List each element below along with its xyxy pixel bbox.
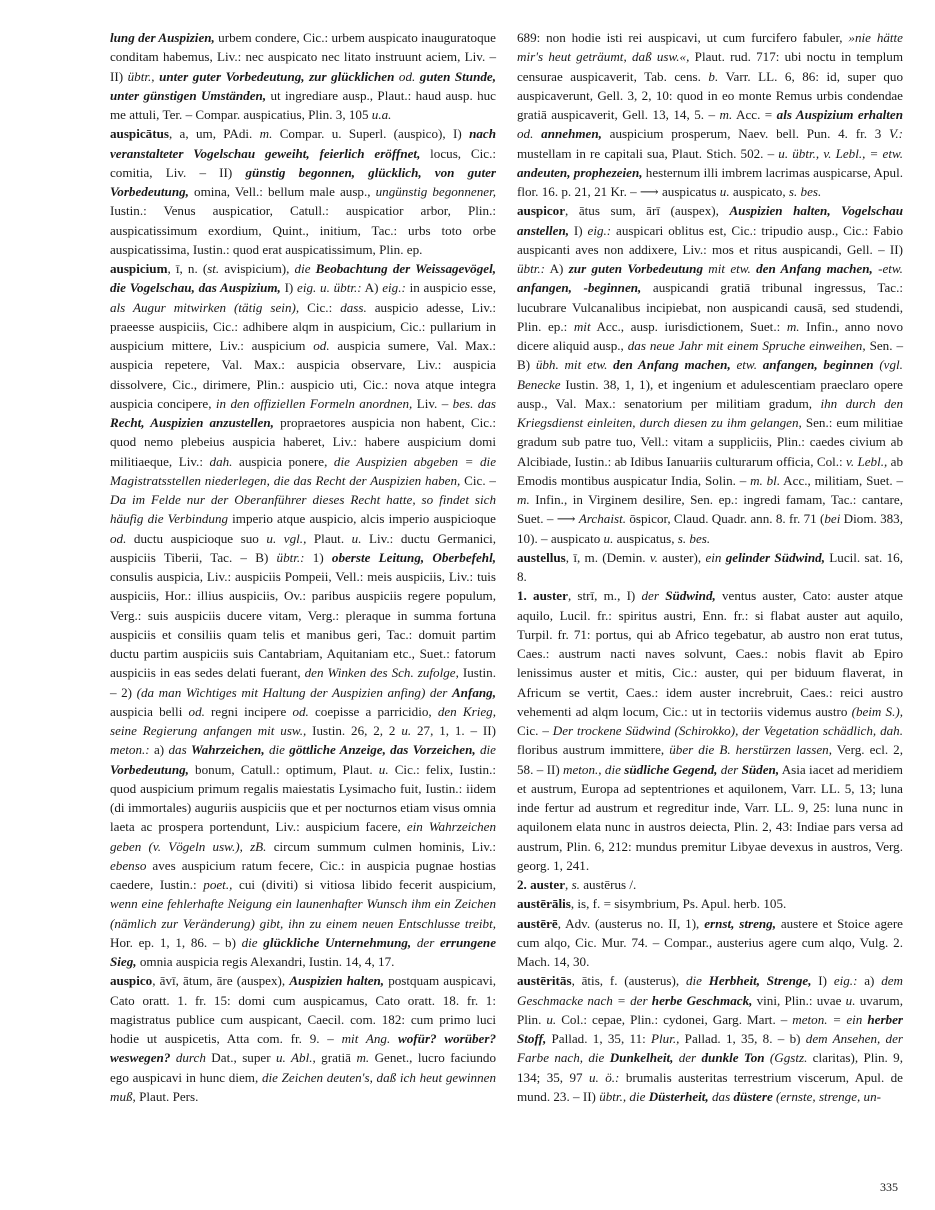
gloss-text: od. bbox=[188, 703, 205, 719]
entry-text: bonum, Catull.: optimum, Plaut. bbox=[188, 761, 379, 777]
entry-text: Sen.: eum militiae gradum sub patre tuo, Vell.: vitam a suppliciis, Plin.: caedes civium ab Alcibiade, Iustin.: ab Idibus Ianuariis culturarum officia, Col.: bbox=[517, 415, 903, 469]
entry-text: avispicium), bbox=[219, 261, 295, 276]
dictionary-entry bbox=[517, 875, 903, 894]
gloss-text: eig. u. übtr.: bbox=[297, 280, 362, 296]
entry-text: I) bbox=[811, 973, 834, 989]
entry-text: auspicatus, bbox=[613, 530, 678, 546]
entry-text: , ī, m. (Demin. bbox=[565, 549, 650, 565]
entry-text: auster), bbox=[657, 549, 706, 565]
gloss-text: bes. das bbox=[452, 395, 496, 411]
dictionary-entry bbox=[110, 28, 496, 124]
translation-term: Vorbedeutung, bbox=[110, 761, 189, 777]
gloss-text: (vgl. Benecke bbox=[517, 357, 903, 392]
translation-term: dunkle Ton bbox=[701, 1050, 765, 1066]
entry-text: Plaut. bbox=[306, 530, 352, 546]
gloss-text: über die B. herstürzen lassen, bbox=[669, 742, 832, 758]
entry-text: Acc. = bbox=[732, 107, 777, 122]
translation-term: Düsterheit, bbox=[648, 1088, 709, 1104]
entry-text: vini, Plin.: uvae bbox=[752, 992, 846, 1008]
gloss-text: die Zeichen deuten's, daß ich heut gewinnen muß, bbox=[110, 1069, 496, 1104]
translation-term: nach veranstalteter Vogelschau geweiht, feierlich eröffnet, bbox=[110, 126, 496, 161]
entry-text: Acc., ausp. iurisdictionem, Suet.: bbox=[590, 318, 787, 334]
entry-text: Iustin.: Venus auspicatior, Catull.: auspicatior arbor, Plin.: auspicatissimum exordium, Quint., initium, Tac.: urbs toto orbe auspicatissima, Iustin.: quod erat auspicatissimum, Plin. ep. bbox=[110, 203, 496, 257]
entry-text: uvarum, Plin. bbox=[517, 992, 903, 1027]
entry-text: Hor. ep. 1, 1, 86. – b) bbox=[110, 934, 242, 950]
entry-text: cui (diviti) si vitiosa libido fecerit auspicium, bbox=[232, 877, 496, 892]
gloss-text: (ernste, strenge, un- bbox=[776, 1088, 882, 1104]
entry-text: auspicia ponere, bbox=[232, 453, 334, 469]
translation-term: Anfang, bbox=[451, 684, 496, 700]
gloss-text: Der trockene Südwind (Schirokko), der Vegetation schädlich, dah. bbox=[552, 723, 903, 738]
entry-text: regni incipere bbox=[204, 703, 293, 719]
headword: austērālis bbox=[517, 896, 571, 912]
dictionary-entry bbox=[110, 971, 496, 1106]
gloss-text: der bbox=[416, 934, 435, 950]
headword: austēritās bbox=[517, 973, 572, 989]
dictionary-entry bbox=[517, 914, 903, 972]
gloss-text: meton.: bbox=[110, 742, 150, 758]
entry-text: Col.: cepae, Plin.: cydonei, Garg. Mart. – bbox=[556, 1011, 793, 1027]
headword: auspico bbox=[110, 973, 153, 989]
headword: auspicātus bbox=[110, 126, 169, 142]
gloss-text: (Ggstz. bbox=[769, 1050, 808, 1066]
gloss-text: u. bbox=[845, 992, 856, 1008]
gloss-text: ebenso bbox=[110, 857, 147, 873]
gloss-text: dah. bbox=[209, 453, 233, 469]
entry-text: auspicia sumere, Val. Max.: auspicia repetere, Val. Max.: auspicia observare, Liv.: auspicia dissolvere, Cic., dirimere, Plin.: auspicio uti, Cic.: nova atque integra auspicia concipere, bbox=[110, 338, 496, 411]
entry-text bbox=[390, 1031, 398, 1046]
entry-text: Iustin. 26, 2, 2 bbox=[306, 723, 402, 738]
entry-text: ventus auster, Cato: auster atque aquilo, Lucil. fr.: spiritus austri, Enn. fr.: si flabat auster aut aquilo, Turpil. fr. 71: portus, qui ab Africo tegebatur, ab austro non erat tutus, Caes.: austrum nacti naves solvunt, Caes.: nobis flavit ab Epiro lenissimus auster et mitis, Cic.: auster, qui per biduum flaverat, in Africum se vertit, Caes.: idem auster increbruit, Caes.: reici austro vehementi ad alqm locum, Cic.: ut in tectoriis videmus austro bbox=[517, 588, 903, 719]
headword: 1. auster bbox=[517, 588, 568, 604]
left-column bbox=[110, 28, 496, 1106]
gloss-text: -etw. bbox=[878, 261, 903, 276]
entry-text: Cic.: felix, Iustin.: quod auspicium primum regalis maiestatis Lysimacho fuit, Iustin.: iidem (di immortales) auguriis auspiciis que et per nocturnos etiam visus omnia laeta ac prospera portendunt, Liv.: auspicium facere, bbox=[110, 761, 496, 835]
gloss-text: übh. mit etw. bbox=[535, 357, 608, 373]
translation-term: als Auspizium erhalten bbox=[776, 107, 903, 122]
gloss-text: u. bbox=[719, 184, 730, 199]
entry-text: Infin., in Virginem desilire, Sen. ep.: ingredi famam, Tac.: cantare, Suet. – ⟶ bbox=[517, 492, 903, 527]
gloss-text: od. bbox=[517, 126, 534, 142]
translation-term: anfangen, -beginnen, bbox=[517, 280, 642, 296]
gloss-text: der bbox=[641, 588, 659, 604]
entry-text: Plaut. rud. 717: ubi noctu in templum censurae auspicaverit, Tab. cens. bbox=[517, 49, 903, 84]
entry-text: auspicio adesse, Liv.: praeesse auspiciis, Cic.: adhibere alqm in auspicium, Cic.: pullarium in auspicium mittere, Liv.: auspicium bbox=[110, 299, 496, 353]
entry-text: Asia iacet ad meridiem et austrum, Europa ad septentriones et aquilonem, Varr. LL. 5, 13; luna inde fertur ad austrum et regreditur inde, Varr. LL. 9, 25: luna nunc in aquilonem elata nunc in austros deiecta, Plin. 2, 43: Indiae pars versa ad austrum, Plin. 6, 212: mundus premitur Libyae devexus in austros, Verg. georg. 1, 241. bbox=[517, 761, 903, 873]
gloss-text: m. bbox=[719, 107, 733, 122]
entry-text: Varr. LL. 6, 86: id, super quo auspicaverunt, Gell. 3, 2, 10: quod in eo monte Remus urbis condendae gratiā auspicaverit, Gell. 13, 14, 5. – bbox=[517, 68, 903, 122]
entry-text: claritas), Plin. 9, 134; 35, 97 bbox=[517, 1050, 903, 1085]
translation-term: ernst, streng, bbox=[704, 915, 776, 931]
entry-text: Sen. – B) bbox=[517, 338, 903, 373]
gloss-text: m. bl. bbox=[750, 472, 781, 488]
page-number: 335 bbox=[880, 1180, 898, 1194]
gloss-text: die bbox=[268, 742, 285, 758]
gloss-text: mit Ang. bbox=[341, 1031, 391, 1046]
entry-text: , āvī, ātum, āre (auspex), bbox=[152, 973, 290, 989]
entry-text: floribus austrum immittere, bbox=[517, 742, 670, 758]
entry-text: austērus /. bbox=[579, 877, 637, 892]
gloss-text: die bbox=[294, 261, 311, 276]
entry-text: omnia auspicia regis Alexandri, Iustin. 14, 4, 17. bbox=[136, 954, 395, 969]
entry-text: brumalis austeritas terrestrium viscerum, Apul. de mund. 23. – II) bbox=[517, 1069, 903, 1104]
gloss-text: wenn eine fehlerhafte Neigung ein launenhafter Wunsch ihm ein Zeichen (nämlich zur Veränderung) gibt, ihn zu einem neuen Entschlusse treibt, bbox=[110, 896, 496, 931]
gloss-text: die bbox=[241, 934, 258, 950]
dictionary-entry bbox=[517, 586, 903, 875]
entry-text: Infin., anno novo dicere aliquid ausp., bbox=[517, 318, 903, 353]
translation-term: wofür? worüber? weswegen? bbox=[110, 1031, 497, 1066]
gloss-text: meton., die bbox=[563, 761, 621, 777]
gloss-text: u. übtr., v. Lebl., = etw. bbox=[778, 145, 904, 161]
translation-term: Wahrzeichen, bbox=[191, 742, 265, 758]
gloss-text: od. bbox=[398, 68, 416, 84]
gloss-text: ein bbox=[705, 549, 722, 565]
gloss-text: ungünstig begonnener, bbox=[375, 184, 496, 199]
translation-term: Südwind, bbox=[665, 588, 716, 604]
entry-text: ōspicor, Claud. Quadr. ann. 8. fr. 71 ( bbox=[626, 511, 825, 527]
entry-text: 689: non hodie isti rei auspicavi, ut cum furcifero fabuler, bbox=[517, 30, 849, 45]
gloss-text: den Krieg, seine Regierung anfangen mit usw., bbox=[110, 703, 496, 738]
gloss-text: poet., bbox=[203, 877, 233, 892]
gloss-text: u. bbox=[401, 723, 412, 738]
entry-text: Pallad. 1, 35, 11: bbox=[546, 1031, 652, 1046]
entry-text: Plaut. Pers. bbox=[135, 1088, 199, 1104]
translation-term: annehmen, bbox=[541, 126, 602, 142]
translation-term: guten Stunde, unter günstigen Umständen, bbox=[110, 68, 496, 103]
entry-text: Cic. – bbox=[517, 723, 553, 738]
gloss-text: Plur., bbox=[651, 1031, 680, 1046]
gloss-text: (da man Wichtiges mit Haltung der Auspizien anfing) der bbox=[136, 684, 448, 700]
entry-text: Liv. – bbox=[412, 395, 453, 411]
gloss-text: als Augur mitwirken (tätig sein), bbox=[110, 299, 300, 315]
gloss-text: das neue Jahr mit einem Spruche einweihen, bbox=[627, 338, 866, 353]
translation-term: Recht, Auspizien anzustellen, bbox=[110, 415, 274, 430]
entry-text: gratiā bbox=[315, 1050, 357, 1066]
entry-text: Cic. – bbox=[460, 472, 496, 488]
gloss-text: übtr.: bbox=[517, 261, 546, 276]
translation-term: anfangen, beginnen bbox=[762, 357, 874, 373]
entry-text: austere et Stoice agere cum alqo, Cic. Mur. 74. – Compar., austerius agere cum alqo, Vulg. 2. Mach. 14, 30. bbox=[517, 915, 903, 969]
entry-text: auspicato, bbox=[729, 184, 789, 199]
entry-text: aves auspicium ratum fecere, Cic.: in auspicia pugnae hostias caedere, Iustin.: bbox=[110, 857, 496, 892]
entry-text: Liv.: ductu Germanici, auspiciis Tiberii, Tac. – B) bbox=[110, 530, 496, 565]
gloss-text: u. bbox=[378, 761, 389, 777]
dictionary-entry bbox=[517, 28, 903, 201]
headword: auspicor bbox=[517, 203, 566, 219]
entry-text: circum summum culmen hominis, Liv.: bbox=[266, 838, 496, 854]
dictionary-entry bbox=[517, 894, 903, 913]
entry-text: auspicari oblitus est, Cic.: tripudio ausp., Cic.: Fabio auspicanti aves non addixere, Liv.: mos et ritus auspicandi, Gell. – II) bbox=[517, 222, 903, 257]
entry-text: Iustin. 38, 1, 1), et ingenium et adulescentiam praeclaro opere ausp., Val. Max.: senatorium per militiam gradum, bbox=[517, 376, 903, 411]
gloss-text: dass. bbox=[340, 299, 367, 315]
gloss-text: meton. = ein bbox=[792, 1011, 863, 1027]
entry-text: , a, um, PAdi. bbox=[168, 126, 260, 142]
gloss-text: od. bbox=[110, 530, 127, 546]
gloss-text: (beim S.), bbox=[851, 703, 903, 719]
dictionary-entry bbox=[517, 201, 903, 548]
gloss-text: durch bbox=[175, 1050, 206, 1066]
translation-term: Auspizien halten, Vogelschau anstellen, bbox=[517, 203, 903, 238]
dictionary-entry bbox=[110, 124, 496, 259]
gloss-text: die bbox=[685, 973, 702, 989]
gloss-text: od. bbox=[313, 338, 330, 353]
entry-text: omina, Vell.: bellum male ausp., bbox=[188, 184, 376, 199]
translation-term: andeuten, prophezeien, bbox=[517, 164, 643, 180]
entry-text: auspicandi gratiā tribunal ingressus, Tac.: lucubrare Vulcanalibus incipiebat, non auspicandi causā, sed studendi, Plin. ep.: bbox=[517, 280, 903, 334]
dictionary-entry bbox=[517, 971, 903, 1106]
gloss-text: u. Abl., bbox=[276, 1050, 316, 1066]
gloss-text: v. Lebl., bbox=[846, 453, 888, 469]
gloss-text: die Auspizien abgeben = die Magistratsstellen niederlegen, die das Recht der Auspizien haben, bbox=[110, 453, 497, 488]
entry-text: A) bbox=[361, 280, 383, 296]
entry-text: 27, 1, 1. – II) bbox=[411, 723, 497, 738]
entry-text: Diom. 383, 10). – auspicato bbox=[517, 511, 904, 546]
entry-text: A) bbox=[545, 261, 569, 276]
gloss-text: m. bbox=[786, 318, 800, 334]
dictionary-entry bbox=[517, 548, 903, 587]
entry-text: , ī, n. ( bbox=[167, 261, 208, 276]
gloss-text: m. bbox=[517, 492, 530, 507]
translation-term: gelinder Südwind, bbox=[725, 549, 825, 565]
entry-text: , strī, m., I) bbox=[567, 588, 642, 604]
translation-term: Dunkelheit, bbox=[609, 1050, 674, 1066]
entry-text: mustellam in re capitali sua, Plaut. Stich. 502. – bbox=[517, 145, 779, 161]
translation-term: errungene Sieg, bbox=[110, 934, 497, 969]
entry-text: ab Emodis montibus auspicatur India, Solin. – bbox=[517, 453, 903, 488]
translation-term: Auspizien halten, bbox=[289, 973, 385, 989]
gloss-text: st. bbox=[207, 261, 220, 276]
entry-text: Iustin. – 2) bbox=[110, 665, 496, 700]
gloss-text: der bbox=[720, 761, 739, 777]
entry-text: propraetores auspicia non habent, Cic.: quod nemo plebeius auspicia haberet, Liv.: habere auspicium domi militiaeque, Liv.: bbox=[110, 415, 496, 469]
entry-text bbox=[702, 973, 709, 988]
translation-term: südliche Gegend, bbox=[624, 761, 718, 777]
entry-text: consulis auspicia, Liv.: auspiciis Pompeii, Vell.: meis auspiciis, Liv.: tuis auspiciis, Hor.: illius auspiciis, Ov.: paribus auspiciis regere populum, Verg.: suis auspiciis ducere vitam, Verg.: pleraque in summa fortuna auspiciis et consiliis quam telis et manibus geri, Tac.: domuit partim ductu partim auspiciis suis Cantabriam, Aquitaniam etc., Suet.: fatorum auspiciis in eas sedes delati fuerant, bbox=[110, 569, 496, 681]
gloss-text: s. bes. bbox=[788, 184, 822, 199]
dictionary-entry bbox=[110, 259, 496, 971]
entry-text: Compar. u. Superl. (auspico), I) bbox=[272, 126, 470, 142]
entry-text: auspicia belli bbox=[110, 703, 189, 719]
gloss-text: in den offiziellen Formeln anordnen, bbox=[215, 395, 413, 411]
gloss-text: übtr.: bbox=[276, 549, 305, 565]
gloss-text: das bbox=[712, 1088, 731, 1104]
gloss-text: b. bbox=[708, 68, 719, 84]
translation-term: oberste Leitung, Oberbefehl, bbox=[331, 549, 496, 565]
entry-text: , Adv. (austerus no. II, 1), bbox=[557, 915, 705, 931]
entry-text: locus, Cic.: comitia, Liv. – II) bbox=[110, 145, 496, 180]
entry-text: coepisse a parricidio, bbox=[308, 703, 438, 719]
entry-text: , ātus sum, ārī (auspex), bbox=[565, 203, 730, 219]
gloss-text: ihn durch den Kriegsdienst einleiten, durch diesen zu ihm gelangen, bbox=[517, 395, 903, 430]
gloss-text: u. bbox=[546, 1011, 557, 1027]
gloss-text: V.: bbox=[889, 126, 903, 142]
headword: 2. auster bbox=[517, 877, 566, 892]
gloss-text: v. bbox=[649, 549, 658, 565]
gloss-text: dem Geschmacke nach = der bbox=[517, 973, 904, 1008]
translation-term: göttliche Anzeige, das Vorzeichen, bbox=[289, 742, 476, 758]
entry-text: ductu auspicioque suo bbox=[126, 530, 267, 546]
translation-term: zur guten Vorbedeutung bbox=[568, 261, 703, 276]
entry-text: postquam auspicavi, Cato oratt. 1. fr. 15: domi cum auspicamus, Cato oratt. 18. fr. 1: magistratus publice cum auspicant, Caecil. com. 182: cum primo luci hodie ut auspicetis, Atta com. fr. 9. – bbox=[110, 973, 497, 1046]
gloss-text: s. bbox=[571, 877, 580, 892]
gloss-text: u. ö.: bbox=[589, 1069, 620, 1085]
entry-text: auspicium prosperum, Naev. bell. Pun. 4. fr. 3 bbox=[601, 126, 890, 142]
entry-text: 1) bbox=[304, 549, 332, 565]
entry-text: Dat., super bbox=[205, 1050, 276, 1066]
gloss-text: den Winken des Sch. zufolge, bbox=[304, 665, 459, 681]
entry-text bbox=[533, 126, 541, 141]
entry-text: ut ingrediare ausp., Plaut.: haud ausp. huc me attuli, Ter. – Compar. auspicatius, Plin. 3, 105 bbox=[110, 87, 496, 122]
entry-text: Cic.: bbox=[299, 299, 341, 315]
translation-term: herber Stoff, bbox=[517, 1011, 903, 1046]
gloss-text: das bbox=[168, 742, 187, 758]
entry-text: , is, f. = sisymbrium, Ps. Apul. herb. 105. bbox=[570, 896, 787, 912]
gloss-text: u.a. bbox=[371, 107, 392, 122]
gloss-text: u. vgl., bbox=[266, 530, 307, 546]
gloss-text: m. bbox=[356, 1050, 370, 1066]
translation-term: Herbheit, Strenge, bbox=[708, 973, 812, 989]
gloss-text: s. bes. bbox=[677, 530, 711, 546]
gloss-text: bei bbox=[824, 511, 841, 527]
gloss-text: der bbox=[678, 1050, 697, 1066]
translation-term: den Anfang machen, bbox=[756, 261, 873, 276]
gloss-text: eig.: bbox=[382, 280, 406, 296]
translation-term: günstig begonnen, glücklich, von guter Vorbedeutung, bbox=[110, 164, 496, 199]
entry-text: Lucil. sat. 16, 8. bbox=[517, 549, 903, 584]
entry-text: a) bbox=[149, 742, 169, 758]
translation-term: lung der Auspizien, bbox=[110, 30, 215, 45]
gloss-text: etw. bbox=[736, 357, 757, 373]
gloss-text: mit bbox=[573, 318, 591, 334]
gloss-text: ein Wahrzeichen geben (v. Vögeln usw.), zB. bbox=[110, 819, 496, 854]
entry-text: in auspicio esse, bbox=[405, 280, 497, 296]
entry-text: , ātis, f. (austerus), bbox=[571, 973, 686, 989]
entry-text: , bbox=[565, 877, 572, 892]
gloss-text: Da im Felde nur der Oberanführer dieses Recht hatte, so findet sich häufig die Verbindung bbox=[110, 492, 496, 527]
translation-term: den Anfang machen, bbox=[613, 357, 731, 373]
entry-text: imperio atque auspicio, alcis imperio auspicioque bbox=[228, 511, 496, 527]
gloss-text: u. bbox=[351, 530, 362, 546]
entry-text: Verg. ecl. 2, 58. – II) bbox=[517, 742, 903, 777]
headword: austērē bbox=[517, 915, 558, 931]
translation-term: Beobachtung der Weissagevögel, die Vogelschau, das Auspizium, bbox=[110, 261, 496, 296]
gloss-text: »nie hätte mir's heut geträumt, daß usw.«, bbox=[517, 30, 903, 65]
gloss-text: Archaist. bbox=[578, 511, 626, 527]
gloss-text: dem Ansehen, der Farbe nach, die bbox=[517, 1031, 903, 1066]
gloss-text: mit etw. bbox=[708, 261, 751, 276]
gloss-text: eig.: bbox=[833, 973, 858, 989]
headword: austellus bbox=[517, 549, 566, 565]
entry-text: a) bbox=[857, 973, 882, 989]
entry-text: urbem condere, Cic.: urbem auspicato inauguratoque conditam habemus, Liv.: nec auspicato nec litato instruunt aciem, Liv. – II) bbox=[110, 30, 496, 84]
gloss-text: eig.: bbox=[587, 222, 612, 238]
entry-text: I) bbox=[280, 280, 298, 296]
translation-term: unter guter Vorbedeutung, zur glücklichen bbox=[159, 68, 395, 84]
right-column bbox=[517, 28, 903, 1106]
entry-text: hesternum illi imbrem lacrimas auspicarse, Apul. flor. 16. p. 21, 21 Kr. – ⟶ auspicatus bbox=[517, 164, 903, 199]
entry-text: Acc., militiam, Suet. – bbox=[780, 472, 903, 488]
gloss-text: m. bbox=[259, 126, 273, 142]
translation-term: düstere bbox=[733, 1088, 773, 1104]
translation-term: glückliche Unternehmung, bbox=[263, 934, 412, 950]
gloss-text: od. bbox=[292, 703, 309, 719]
translation-term: Süden, bbox=[741, 761, 780, 777]
entry-text: Genet., lucro faciundo ego auspicavi in hunc diem, bbox=[110, 1050, 496, 1085]
gloss-text: übtr., die bbox=[599, 1088, 646, 1104]
entry-text: I) bbox=[569, 222, 588, 238]
entry-text: Pallad. 1, 35, 8. – b) bbox=[679, 1031, 806, 1046]
headword: auspicium bbox=[110, 261, 168, 276]
gloss-text: u. bbox=[603, 530, 614, 546]
gloss-text: übtr., bbox=[127, 68, 155, 84]
gloss-text: die bbox=[479, 742, 496, 758]
translation-term: herbe Geschmack, bbox=[651, 992, 753, 1008]
